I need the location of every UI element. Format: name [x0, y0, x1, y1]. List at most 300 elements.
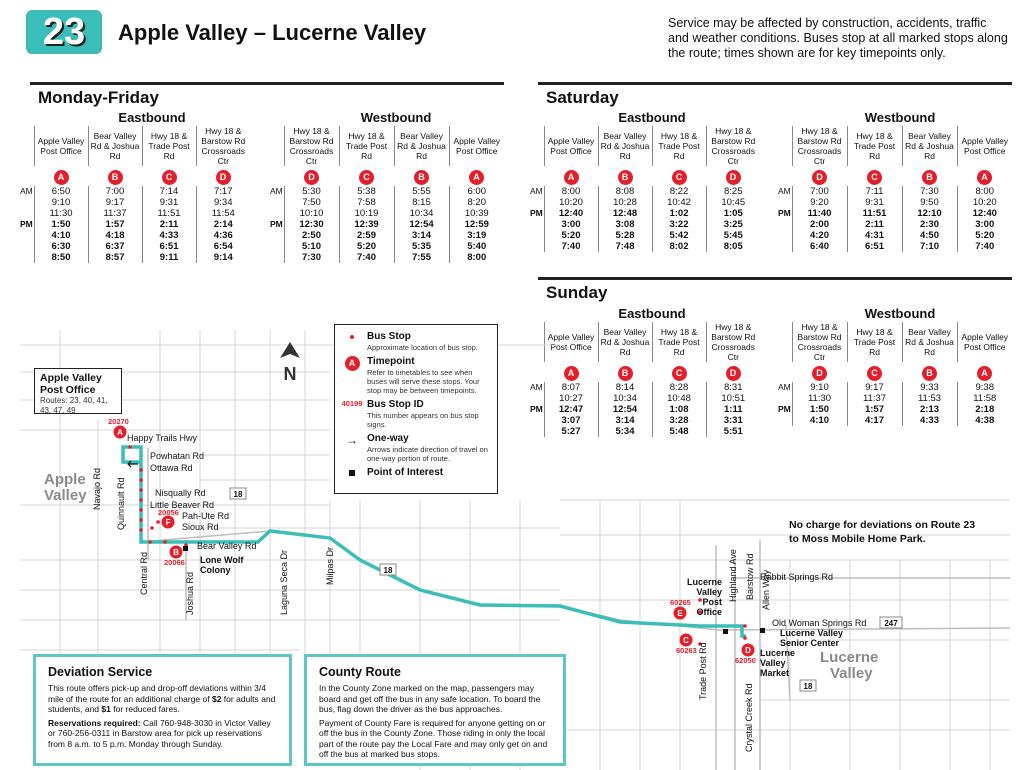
time-cell: 7:40 — [339, 252, 394, 263]
timepoint-header: Hwy 18 & Barstow Rd Crossroads Ctr — [196, 126, 250, 166]
period-label — [528, 241, 544, 252]
road-milpas: Milpas Dr — [325, 546, 335, 585]
time-cell: 3:22 — [652, 219, 706, 230]
time-cell: 10:27 — [544, 393, 598, 404]
time-cell: 10:34 — [394, 208, 449, 219]
sat-heading: Saturday — [546, 88, 619, 107]
timepoint-pin: B — [414, 170, 429, 185]
table-row — [268, 186, 504, 197]
time-cell: 1:50 — [34, 219, 88, 230]
road-bear-valley: Bear Valley Rd — [197, 541, 257, 551]
road-central: Central Rd — [139, 551, 149, 595]
time-cell: 7:00 — [88, 186, 142, 197]
timepoint-pin: D — [726, 170, 741, 185]
poi-lone-wolf: Lone Wolf — [200, 555, 244, 565]
stop-id-c: 60263 — [676, 646, 697, 655]
sat-eastbound-table — [528, 126, 760, 252]
time-cell: 4:33 — [902, 415, 957, 426]
period-label — [268, 230, 284, 241]
time-cell: 7:58 — [339, 197, 394, 208]
period-label — [268, 208, 284, 219]
time-cell: 7:48 — [598, 241, 652, 252]
time-cell: 6:50 — [34, 186, 88, 197]
time-cell: 8:57 — [88, 252, 142, 263]
time-cell: 9:31 — [142, 197, 196, 208]
table-row — [776, 230, 1012, 241]
time-cell: 3:19 — [449, 230, 504, 241]
table-row — [18, 241, 250, 252]
time-cell: 8:05 — [706, 241, 760, 252]
timepoint-pin: C — [359, 170, 374, 185]
period-label — [528, 197, 544, 208]
time-cell: 2:50 — [284, 230, 339, 241]
shield-18-a: 18 — [233, 490, 243, 499]
time-cell: 8:50 — [34, 252, 88, 263]
time-cell: 9:33 — [902, 382, 957, 393]
road-little-beaver: Little Beaver Rd — [150, 500, 215, 510]
timepoint-pin: D — [812, 366, 827, 381]
legend-timepoint: A Timepoint Refer to timetables to see when buses will serve these stops. Your stop may be between timepoints. — [341, 356, 491, 395]
time-cell: 12:59 — [449, 219, 504, 230]
table-row — [268, 208, 504, 219]
time-cell: 12:47 — [544, 404, 598, 415]
time-cell: 4:36 — [196, 230, 250, 241]
table-row — [18, 197, 250, 208]
timepoint-pin: A — [564, 366, 579, 381]
table-row — [18, 208, 250, 219]
poi-square-icon — [341, 467, 363, 478]
time-cell: 9:11 — [142, 252, 196, 263]
timepoint-header: Apple Valley Post Office — [34, 126, 88, 166]
time-cell: 11:37 — [88, 208, 142, 219]
time-cell: 7:17 — [196, 186, 250, 197]
table-row — [776, 197, 1012, 208]
deviation-text-2: Reservations required: Call 760-948-3030 in Victor Valley or 760-256-0311 in Barstow area for pick up reservations from 8 a.m. to 5 p.m. Monday through Sunday. — [48, 717, 271, 749]
timepoint-pin: A — [54, 170, 69, 185]
table-row — [268, 219, 504, 230]
table-row — [528, 230, 760, 241]
time-cell: 1:50 — [792, 404, 847, 415]
poi-lucerne-po-3: Post — [702, 597, 722, 607]
time-cell: 5:20 — [544, 230, 598, 241]
time-cell: 8:25 — [706, 186, 760, 197]
time-cell: 8:02 — [652, 241, 706, 252]
time-cell: 9:17 — [847, 382, 902, 393]
table-row — [776, 241, 1012, 252]
table-row — [268, 252, 504, 263]
timepoint-pin: C — [672, 366, 687, 381]
time-cell: 12:54 — [394, 219, 449, 230]
timepoint-pin: A — [564, 170, 579, 185]
timepoint-pin: A — [469, 170, 484, 185]
timepoint-pin: C — [867, 170, 882, 185]
period-label: PM — [20, 219, 33, 229]
timepoint-pin: D — [726, 366, 741, 381]
period-label — [776, 197, 792, 208]
mf-divider — [30, 82, 504, 85]
time-cell: 9:20 — [792, 197, 847, 208]
time-cell: 4:18 — [88, 230, 142, 241]
time-cell: 5:28 — [598, 230, 652, 241]
time-cell: 10:34 — [598, 393, 652, 404]
svg-text:E: E — [677, 609, 683, 618]
time-cell: 11:30 — [34, 208, 88, 219]
time-cell: 1:05 — [706, 208, 760, 219]
stop-id-e: 60265 — [670, 598, 691, 607]
period-label: AM — [530, 186, 543, 196]
period-label: AM — [778, 382, 791, 392]
timepoint-header: Bear Valley Rd & Joshua Rd — [902, 322, 957, 362]
table-row — [268, 241, 504, 252]
time-cell: 4:38 — [957, 415, 1012, 426]
period-label: PM — [530, 404, 543, 414]
sat-westbound-heading: Westbound — [864, 110, 936, 125]
period-label: PM — [270, 219, 283, 229]
legend-stop-id: 40199 Bus Stop ID This number appears on bus stop signs. — [341, 399, 479, 429]
poi-market-1: Lucerne — [760, 648, 796, 658]
time-cell: 8:00 — [544, 186, 598, 197]
poi-lucerne-po-4: Office — [696, 607, 722, 617]
svg-text:D: D — [745, 646, 751, 655]
time-cell: 4:10 — [34, 230, 88, 241]
period-label: PM — [778, 208, 791, 218]
time-cell: 7:30 — [902, 186, 957, 197]
timepoint-header: Bear Valley Rd & Joshua Rd — [394, 126, 449, 166]
period-label: PM — [530, 208, 543, 218]
period-label — [528, 219, 544, 230]
time-cell: 5:40 — [449, 241, 504, 252]
time-cell: 7:50 — [284, 197, 339, 208]
timepoint-header: Hwy 18 & Trade Post Rd — [847, 322, 902, 362]
time-cell: 6:40 — [792, 241, 847, 252]
road-barstow: Barstow Rd — [745, 553, 755, 600]
shield-247: 247 — [884, 619, 898, 628]
sat-eastbound-heading: Eastbound — [618, 110, 686, 125]
time-cell: 5:35 — [394, 241, 449, 252]
deviation-service-box: Deviation Service This route offers pick-up and drop-off deviations within 3/4 mile of the route for an additional charge of $2 for adults and students, and $1 for reduced fares. Reservations required: Call 760-948-3030 in Victor Valley or 760-256-0311 in Barstow area for pick up reservations from 8 a.m. to 5 p.m. Monday through Sunday. — [33, 654, 292, 766]
mf-westbound-heading: Westbound — [360, 110, 432, 125]
time-cell: 10:48 — [652, 393, 706, 404]
timepoint-header: Apple Valley Post Office — [957, 322, 1012, 362]
time-cell: 10:28 — [598, 197, 652, 208]
period-label — [18, 208, 34, 219]
time-cell: 8:28 — [652, 382, 706, 393]
time-cell: 10:19 — [339, 208, 394, 219]
time-cell: 10:45 — [706, 197, 760, 208]
time-cell: 1:57 — [847, 404, 902, 415]
svg-text:N: N — [283, 364, 297, 384]
time-cell: 9:31 — [847, 197, 902, 208]
road-rabbit-springs: Rabbit Springs Rd — [760, 572, 834, 582]
table-row — [18, 219, 250, 230]
time-cell: 7:30 — [284, 252, 339, 263]
legend-one-way: → One-way Arrows indicate direction of travel on one-way portion of route. — [341, 433, 491, 463]
time-cell: 8:31 — [706, 382, 760, 393]
mf-westbound-table — [268, 126, 504, 263]
timepoint-pin: D — [812, 170, 827, 185]
north-arrow-icon — [280, 342, 300, 384]
time-cell: 1:02 — [652, 208, 706, 219]
table-row — [776, 219, 1012, 230]
time-cell: 12:48 — [598, 208, 652, 219]
timepoint-header: Apple Valley Post Office — [449, 126, 504, 166]
sun-westbound-heading: Westbound — [864, 306, 936, 321]
time-cell: 3:25 — [706, 219, 760, 230]
pin-a — [114, 426, 127, 439]
time-cell: 12:10 — [902, 208, 957, 219]
period-label — [268, 252, 284, 263]
time-cell: 12:30 — [284, 219, 339, 230]
time-cell: 5:20 — [957, 230, 1012, 241]
time-cell: 11:37 — [847, 393, 902, 404]
time-cell: 3:08 — [598, 219, 652, 230]
sun-eastbound-heading: Eastbound — [618, 306, 686, 321]
stop-id-b: 20066 — [164, 558, 185, 567]
pin-d — [742, 644, 755, 657]
time-cell: 3:00 — [957, 219, 1012, 230]
stop-id-d: 62050 — [735, 656, 756, 665]
time-cell: 6:54 — [196, 241, 250, 252]
no-charge-note: No charge for deviations on Route 23 to Moss Mobile Home Park. — [789, 519, 976, 545]
route-number-badge: 23 — [26, 10, 102, 54]
time-cell: 12:39 — [339, 219, 394, 230]
timepoint-header: Hwy 18 & Trade Post Rd — [339, 126, 394, 166]
time-cell: 8:08 — [598, 186, 652, 197]
table-row — [528, 197, 760, 208]
time-cell: 1:11 — [706, 404, 760, 415]
page-title: Apple Valley – Lucerne Valley — [118, 20, 427, 45]
time-cell: 12:54 — [598, 404, 652, 415]
table-row — [268, 197, 504, 208]
timepoint-header: Hwy 18 & Barstow Rd Crossroads Ctr — [284, 126, 339, 166]
road-sioux: Sioux Rd — [182, 522, 219, 532]
timepoint-pin: A — [977, 366, 992, 381]
arrow-right-icon: → — [346, 433, 358, 447]
table-row — [528, 186, 760, 197]
table-row — [776, 186, 1012, 197]
mf-heading: Monday-Friday — [38, 88, 159, 107]
period-label — [18, 252, 34, 263]
map-legend — [334, 324, 498, 494]
stop-id-a: 20270 — [108, 417, 129, 426]
sat-divider — [538, 82, 1012, 85]
period-label — [528, 230, 544, 241]
time-cell: 10:39 — [449, 208, 504, 219]
sun-heading: Sunday — [546, 283, 608, 302]
time-cell: 8:07 — [544, 382, 598, 393]
poi-market-2: Valley — [760, 658, 786, 668]
time-cell: 2:11 — [142, 219, 196, 230]
timepoint-pin: C — [162, 170, 177, 185]
timepoint-header: Hwy 18 & Barstow Rd Crossroads Ctr — [792, 126, 847, 166]
time-cell: 3:14 — [394, 230, 449, 241]
timepoint-pin: C — [672, 170, 687, 185]
time-cell: 8:15 — [394, 197, 449, 208]
time-cell: 3:07 — [544, 415, 598, 426]
table-row — [268, 230, 504, 241]
table-row — [776, 208, 1012, 219]
time-cell: 10:51 — [706, 393, 760, 404]
time-cell: 5:20 — [339, 241, 394, 252]
time-cell: 4:50 — [902, 230, 957, 241]
timepoint-header: Hwy 18 & Trade Post Rd — [652, 126, 706, 166]
time-cell: 4:17 — [847, 415, 902, 426]
time-cell: 2:13 — [902, 404, 957, 415]
time-cell: 5:34 — [598, 426, 652, 437]
area-apple: Apple — [44, 471, 86, 488]
time-cell: 5:45 — [706, 230, 760, 241]
time-cell: 9:10 — [34, 197, 88, 208]
period-label — [18, 230, 34, 241]
timepoint-pin: D — [216, 170, 231, 185]
time-cell: 11:58 — [957, 393, 1012, 404]
table-row — [18, 252, 250, 263]
timepoint-pin: B — [108, 170, 123, 185]
time-cell: 10:10 — [284, 208, 339, 219]
timepoint-header: Hwy 18 & Trade Post Rd — [652, 322, 706, 362]
time-cell: 8:14 — [598, 382, 652, 393]
period-label — [268, 197, 284, 208]
period-label — [18, 197, 34, 208]
time-cell: 7:40 — [957, 241, 1012, 252]
county-text-2: Payment of County Fare is required for anyone getting on or off the bus in the County Zone. Those riding in only the local part of the route pay the Local Fare and may only get on and off the bus at marked bus stops. — [319, 717, 548, 759]
table-row — [18, 230, 250, 241]
apple-valley-po-callout: Apple Valley Post Office Routes: 23, 40, 41, 43, 47, 49 — [34, 368, 122, 414]
area-valley: Valley — [44, 487, 87, 504]
pin-f — [162, 516, 175, 529]
road-ottawa: Ottawa Rd — [150, 463, 193, 473]
time-cell: 5:38 — [339, 186, 394, 197]
poi-colony: Colony — [200, 565, 231, 575]
road-nisqually: Nisqually Rd — [155, 488, 206, 498]
mf-eastbound-table — [18, 126, 250, 263]
time-cell: 5:51 — [706, 426, 760, 437]
road-happy-trails: Happy Trails Hwy — [127, 433, 198, 443]
time-cell: 12:40 — [957, 208, 1012, 219]
period-label — [776, 241, 792, 252]
period-label: AM — [778, 186, 791, 196]
road-pah-ute: Pah-Ute Rd — [182, 511, 230, 521]
period-label — [18, 241, 34, 252]
time-cell: 7:40 — [544, 241, 598, 252]
road-trade-post: Trade Post Rd — [698, 642, 708, 700]
timepoint-header: Bear Valley Rd & Joshua Rd — [598, 126, 652, 166]
mf-eastbound-heading: Eastbound — [118, 110, 186, 125]
time-cell: 9:14 — [196, 252, 250, 263]
time-cell: 2:18 — [957, 404, 1012, 415]
period-label: PM — [778, 404, 791, 414]
time-cell: 2:59 — [339, 230, 394, 241]
legend-poi: Point of Interest — [341, 467, 491, 479]
time-cell: 7:00 — [792, 186, 847, 197]
period-label: AM — [530, 382, 543, 392]
sat-westbound-table — [776, 126, 1012, 252]
time-cell: 8:20 — [449, 197, 504, 208]
road-quinnault: Quinnault Rd — [116, 477, 126, 530]
time-cell: 11:53 — [902, 393, 957, 404]
timepoint-header: Hwy 18 & Barstow Rd Crossroads Ctr — [706, 322, 760, 362]
time-cell: 11:51 — [142, 208, 196, 219]
poi-market-3: Market — [760, 668, 790, 678]
road-laguna-seca: Laguna Seca Dr — [279, 549, 289, 615]
timepoint-pin: C — [867, 366, 882, 381]
time-cell: 7:11 — [847, 186, 902, 197]
shield-18-b: 18 — [383, 566, 393, 575]
timepoint-pin: D — [304, 170, 319, 185]
time-cell: 4:31 — [847, 230, 902, 241]
poi-lucerne-po-1: Lucerne — [686, 577, 722, 587]
timepoint-pin: B — [922, 366, 937, 381]
time-cell: 6:51 — [142, 241, 196, 252]
timepoint-icon: A — [341, 356, 363, 371]
sun-divider — [538, 277, 1012, 280]
timepoint-pin: B — [618, 366, 633, 381]
area-lucerne: Lucerne — [820, 649, 879, 666]
timepoint-header: Hwy 18 & Trade Post Rd — [847, 126, 902, 166]
period-label — [776, 219, 792, 230]
time-cell: 8:00 — [449, 252, 504, 263]
stop-id-f: 20056 — [158, 508, 179, 517]
svg-text:A: A — [117, 428, 123, 437]
time-cell: 12:40 — [544, 208, 598, 219]
area-lucerne-valley: Valley — [830, 665, 873, 682]
time-cell: 9:10 — [792, 382, 847, 393]
time-cell: 6:37 — [88, 241, 142, 252]
timepoint-header: Bear Valley Rd & Joshua Rd — [598, 322, 652, 362]
timepoint-header: Hwy 18 & Barstow Rd Crossroads Ctr — [792, 322, 847, 362]
period-label: AM — [270, 186, 283, 196]
time-cell: 11:30 — [792, 393, 847, 404]
time-cell: 9:17 — [88, 197, 142, 208]
time-cell: 2:00 — [792, 219, 847, 230]
time-cell: 6:30 — [34, 241, 88, 252]
time-cell: 9:34 — [196, 197, 250, 208]
timepoint-header: Hwy 18 & Trade Post Rd — [142, 126, 196, 166]
time-cell: 8:00 — [957, 186, 1012, 197]
time-cell: 2:11 — [847, 219, 902, 230]
time-cell: 1:57 — [88, 219, 142, 230]
time-cell: 6:00 — [449, 186, 504, 197]
time-cell: 4:33 — [142, 230, 196, 241]
road-crystal-creek: Crystal Creek Rd — [744, 683, 754, 752]
period-label — [776, 230, 792, 241]
timepoint-pin: B — [922, 170, 937, 185]
time-cell: 10:42 — [652, 197, 706, 208]
timepoint-header: Bear Valley Rd & Joshua Rd — [902, 126, 957, 166]
poi-senior-2: Senior Center — [780, 638, 840, 648]
time-cell: 5:30 — [284, 186, 339, 197]
bus-stop-icon — [341, 331, 363, 341]
time-cell: 11:51 — [847, 208, 902, 219]
timepoint-header: Bear Valley Rd & Joshua Rd — [88, 126, 142, 166]
time-cell: 4:10 — [792, 415, 847, 426]
poi-senior-1: Lucerne Valley — [780, 628, 844, 638]
road-joshua: Joshua Rd — [185, 571, 195, 615]
time-cell: 3:31 — [706, 415, 760, 426]
time-cell: 7:55 — [394, 252, 449, 263]
time-cell: 10:20 — [544, 197, 598, 208]
time-cell: 9:50 — [902, 197, 957, 208]
poi-lucerne-po-2: Valley — [696, 587, 722, 597]
table-row — [528, 219, 760, 230]
time-cell: 5:48 — [652, 426, 706, 437]
time-cell: 7:14 — [142, 186, 196, 197]
road-highland: Highland Ave — [728, 549, 738, 602]
road-navajo: Navajo Rd — [92, 467, 102, 510]
time-cell: 1:08 — [652, 404, 706, 415]
service-notice: Service may be affected by construction, accidents, traffic and weather conditions. Buses stop at all marked stops along the route; times shown are for key timepoints only. — [668, 16, 1008, 60]
time-cell: 9:38 — [957, 382, 1012, 393]
